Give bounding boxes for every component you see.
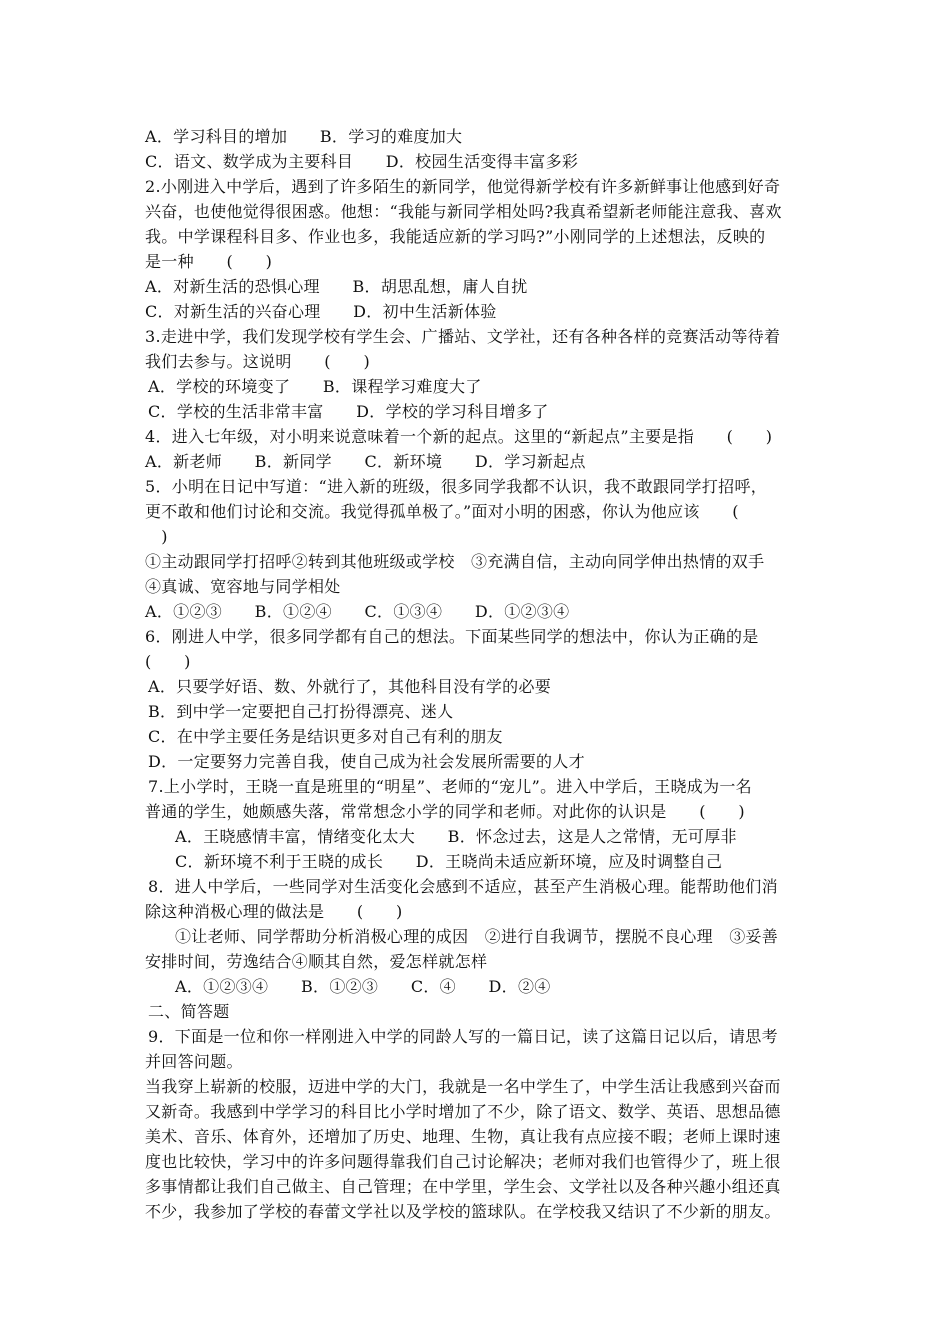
section-heading: 二、简答题 [148,1002,230,1021]
option-line: A．①②③④ B．①②③ C．④ D．②④ [175,977,551,996]
statement-line: ①主动跟同学打招呼②转到其他班级或学校 ③充满自信，主动向同学伸出热情的双手 [145,552,765,571]
question-line: 除这种消极心理的做法是 ( ) [145,902,403,921]
question-line: 6．刚进人中学，很多同学都有自己的想法。下面某些同学的想法中，你认为正确的是 [145,627,759,646]
question-line: 我。中学课程科目多、作业也多，我能适应新的学习吗?”小刚同学的上述想法，反映的 [145,227,766,246]
question-line: 更不敢和他们讨论和交流。我觉得孤单极了。”面对小明的困惑，你认为他应该 ( [145,502,739,521]
question-line: 2.小刚进入中学后，遇到了许多陌生的新同学，他觉得新学校有许多新鲜事让他感到好奇 [145,177,781,196]
question-line: 我们去参与。这说明 ( ) [145,352,370,371]
question-line: 兴奋，也使他觉得很困惑。他想：“我能与新同学相处吗?我真希望新老师能注意我、喜欢 [145,202,782,221]
passage-line: 美术、音乐、体育外，还增加了历史、地理、生物，真让我有点应接不暇；老师上课时速 [145,1127,781,1146]
option-line: A．学习科目的增加 B．学习的难度加大 [145,127,463,146]
passage-line: 度也比较快，学习中的许多问题得靠我们自己讨论解决；老师对我们也管得少了，班上很 [145,1152,781,1171]
option-line: B．到中学一定要把自己打扮得漂亮、迷人 [148,702,454,721]
question-line: 普通的学生，她颇感失落，常常想念小学的同学和老师。对此你的认识是 ( ) [145,802,745,821]
question-line: 7.上小学时，王晓一直是班里的“明星”、老师的“宠儿”。进入中学后，王晓成为一名 [148,777,752,796]
passage-line: 又新奇。我感到中学学习的科目比小学时增加了不少，除了语文、数学、英语、思想品德 [145,1102,781,1121]
option-line: A．学校的环境变了 B．课程学习难度大了 [148,377,482,396]
option-line: C．语文、数学成为主要科目 D．校园生活变得丰富多彩 [145,152,579,171]
statement-line: ④真诚、宽容地与同学相处 [145,577,341,596]
option-line: C．新环境不利于王晓的成长 D．王晓尚未适应新环境，应及时调整自己 [175,852,723,871]
question-line: 并回答问题。 [145,1052,243,1071]
option-line: D．一定要努力完善自我，使自己成为社会发展所需要的人才 [148,752,585,771]
passage-line: 当我穿上崭新的校服，迈进中学的大门，我就是一名中学生了，中学生活让我感到兴奋而 [145,1077,781,1096]
question-line: 9．下面是一位和你一样刚进入中学的同龄人写的一篇日记，读了这篇日记以后，请思考 [148,1027,778,1046]
question-line: ( ) [145,652,191,671]
passage-line: 不少，我参加了学校的春蕾文学社以及学校的篮球队。在学校我又结识了不少新的朋友。 [145,1202,781,1221]
option-line: A．王晓感情丰富，情绪变化太大 B．怀念过去，这是人之常情，无可厚非 [175,827,737,846]
option-line: A．只要学好语、数、外就行了，其他科目没有学的必要 [148,677,552,696]
question-line: 3.走进中学，我们发现学校有学生会、广播站、文学社，还有各种各样的竞赛活动等待着 [145,327,781,346]
option-line: A．对新生活的恐惧心理 B．胡思乱想，庸人自扰 [145,277,528,296]
question-line: 4．进入七年级，对小明来说意味着一个新的起点。这里的“新起点”主要是指 ( ) [145,427,773,446]
statement-line: 安排时间，劳逸结合④顺其自然，爱怎样就怎样 [145,952,488,971]
option-line: C．学校的生活非常丰富 D．学校的学习科目增多了 [148,402,549,421]
option-line: C．在中学主要任务是结识更多对自己有利的朋友 [148,727,503,746]
statement-line: ①让老师、同学帮助分析消极心理的成因 ②进行自我调节，摆脱不良心理 ③妥善 [175,927,779,946]
option-line: A．新老师 B．新同学 C．新环境 D．学习新起点 [145,452,586,471]
passage-line: 多事情都让我们自己做主、自己管理；在中学里，学生会、文学社以及各种兴趣小组还真 [145,1177,781,1196]
question-line: 是一种 ( ) [145,252,273,271]
option-line: A．①②③ B．①②④ C．①③④ D．①②③④ [145,602,570,621]
question-line: 8．进人中学后，一些同学对生活变化会感到不适应，甚至产生消极心理。能帮助他们消 [148,877,778,896]
question-line: ) [145,527,168,546]
question-line: 5．小明在日记中写道：“进入新的班级，很多同学我都不认识，我不敢跟同学打招呼， [145,477,768,496]
option-line: C．对新生活的兴奋心理 D．初中生活新体验 [145,302,497,321]
